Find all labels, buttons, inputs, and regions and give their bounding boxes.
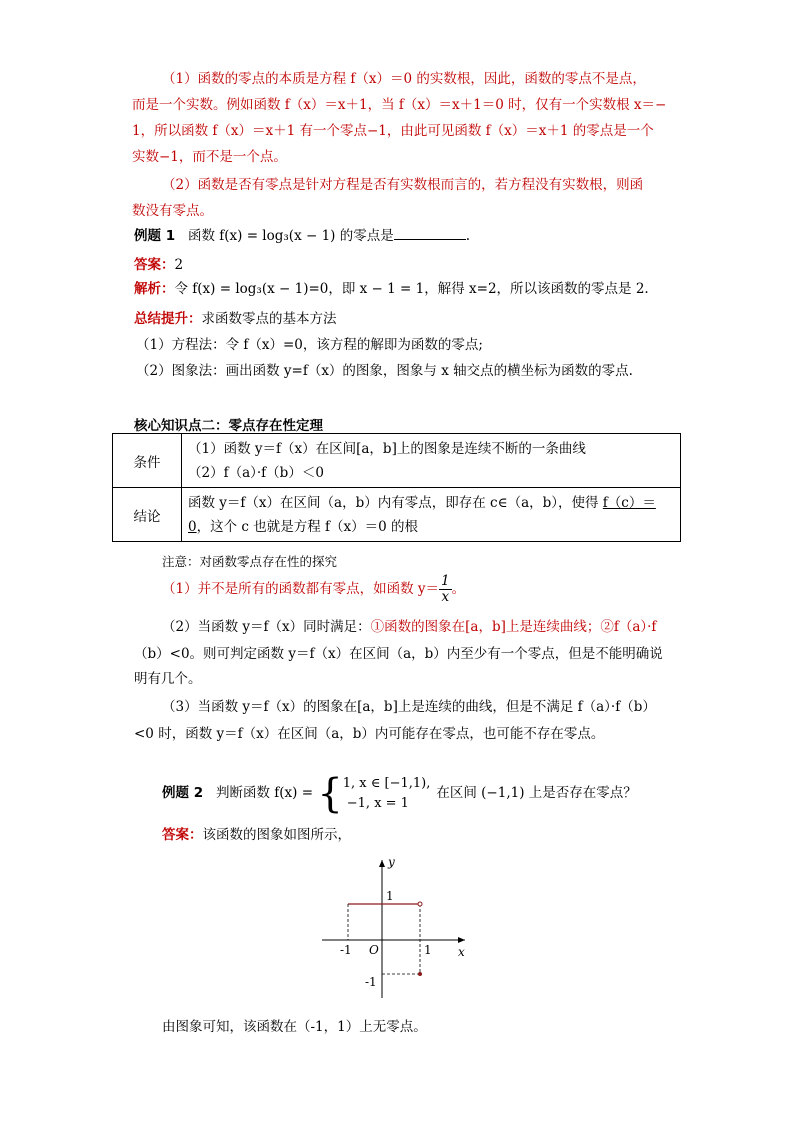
y-axis-label: y — [388, 855, 395, 869]
example-1-summary — [134, 310, 337, 328]
example-1-question — [134, 227, 470, 245]
example-2-label: 例题 2 — [162, 785, 204, 801]
function-graph — [310, 852, 480, 1002]
method-1: （1）方程法：令 f（x）=0，该方程的解即为函数的零点; — [136, 337, 483, 353]
example-2-text-b: 在区间 (−1,1) 上是否存在零点？ — [436, 785, 637, 801]
note-2-line-2: （b）<0。则可判定函数 y＝f（x）在区间（a，b）内至少有一个零点，但是不能明确说 — [134, 646, 663, 662]
table-row-condition — [113, 434, 681, 488]
example-2-conclusion: 由图象可知，该函数在（-1，1）上无零点。 — [162, 1019, 427, 1035]
note-1-text: （1）并不是所有的函数都有零点，如函数 y＝ — [162, 581, 440, 597]
condition-cell — [182, 434, 681, 488]
p1-line-1: （1）函数的零点的本质是方程 f（x）＝0 的实数根，因此，函数的零点不是点， — [162, 71, 646, 87]
method-2: （2）图象法：画出函数 y=f（x）的图象，图象与 x 轴交点的横坐标为函数的零点. — [136, 363, 633, 379]
note-2-red: ①函数的图象在[a，b]上是连续曲线；②f（a）·f — [370, 619, 657, 635]
example-2-question — [162, 771, 637, 815]
fraction-1-over-x — [439, 574, 452, 605]
analysis-text: 令 f(x) = log₃(x − 1)=0，即 x − 1 = 1，解得 x=2，所以该函数的零点是 2. — [174, 281, 649, 297]
theorem-table — [112, 433, 681, 542]
summary-text: 求函数零点的基本方法 — [201, 311, 337, 327]
example-1-answer — [134, 256, 183, 274]
note-2-line-1 — [162, 618, 656, 636]
section-title: 核心知识点二：零点存在性定理 — [134, 418, 323, 434]
condition-label: 条件 — [113, 434, 182, 488]
conclusion-label: 结论 — [113, 488, 182, 542]
note-1 — [162, 572, 465, 606]
analysis-label: 解析： — [134, 281, 175, 297]
p1-line-3: 1，所以函数 f（x）＝x＋1 有一个零点−1，由此可见函数 f（x）＝x＋1 的零点是一个 — [132, 123, 654, 139]
conclusion-underlined-2: 0 — [188, 518, 197, 535]
tick-y-1: 1 — [386, 889, 394, 903]
tick-x-neg1: -1 — [340, 943, 352, 957]
condition-1: （1）函数 y＝f（x）在区间[a，b]上的图象是连续不断的一条曲线 — [188, 440, 586, 457]
answer-value: 2 — [174, 257, 184, 273]
summary-label: 总结提升： — [134, 311, 202, 327]
conclusion-underlined-1: f（c）＝ — [602, 494, 656, 511]
table-row-conclusion — [113, 488, 681, 542]
case-1: 1, x ∈ [−1,1), — [342, 775, 431, 791]
answer-label: 答案： — [134, 257, 175, 273]
example-1-analysis — [134, 280, 649, 298]
filled-point — [418, 972, 422, 976]
example-1-label: 例题 1 — [134, 228, 176, 244]
fraction-numerator: 1 — [441, 573, 450, 589]
note-2-line-3: 明有几个。 — [134, 671, 202, 687]
conclusion-text-b: ，这个 c 也就是方程 f（x）＝0 的根 — [196, 518, 419, 535]
example-2-text-a: 判断函数 f(x) = — [215, 785, 314, 801]
origin-label: O — [369, 943, 379, 957]
note-3-line-2: <0 时，函数 y＝f（x）在区间（a，b）内可能存在零点，也可能不存在零点。 — [134, 726, 605, 742]
fraction-denominator: x — [441, 589, 450, 605]
note-title: 注意：对函数零点存在性的探究 — [162, 554, 338, 569]
answer-2-text: 该函数的图象如图所示， — [202, 827, 351, 843]
note-2-text: （2）当函数 y＝f（x）同时满足： — [162, 619, 371, 635]
piecewise-cases — [343, 774, 431, 814]
example-1-end: . — [465, 228, 471, 244]
case-2: −1, x = 1 — [346, 795, 409, 811]
p2-line-1: （2）函数是否有零点是针对方程是否有实数根而言的，若方程没有实数根，则函 — [162, 177, 644, 193]
answer-2-label: 答案： — [162, 827, 203, 843]
p1-line-4: 实数−1，而不是一个点。 — [132, 149, 287, 165]
example-2-answer — [162, 826, 351, 844]
conclusion-cell — [182, 488, 681, 542]
tick-y-neg1: -1 — [365, 975, 377, 989]
brace: { — [317, 770, 343, 817]
open-point — [418, 902, 422, 906]
example-1-text: 函数 f(x) = log₃(x − 1) 的零点是 — [187, 228, 394, 244]
condition-2: （2）f（a）·f（b）＜0 — [188, 464, 324, 481]
note-1-end: 。 — [451, 581, 466, 597]
tick-x-1: 1 — [424, 943, 432, 957]
x-axis-label: x — [458, 945, 465, 959]
conclusion-text-a: 函数 y＝f（x）在区间（a，b）内有零点，即存在 c∈（a，b），使得 — [188, 494, 603, 511]
note-3-line-1: （3）当函数 y＝f（x）的图象在[a，b]上是连续的曲线，但是不满足 f（a）·f（b） — [162, 699, 656, 715]
p1-line-2: 而是一个实数。例如函数 f（x）＝x＋1，当 f（x）＝x＋1＝0 时，仅有一个实数根 x＝− — [132, 97, 667, 113]
p2-line-2: 数没有零点。 — [132, 203, 213, 219]
answer-blank — [394, 227, 466, 240]
